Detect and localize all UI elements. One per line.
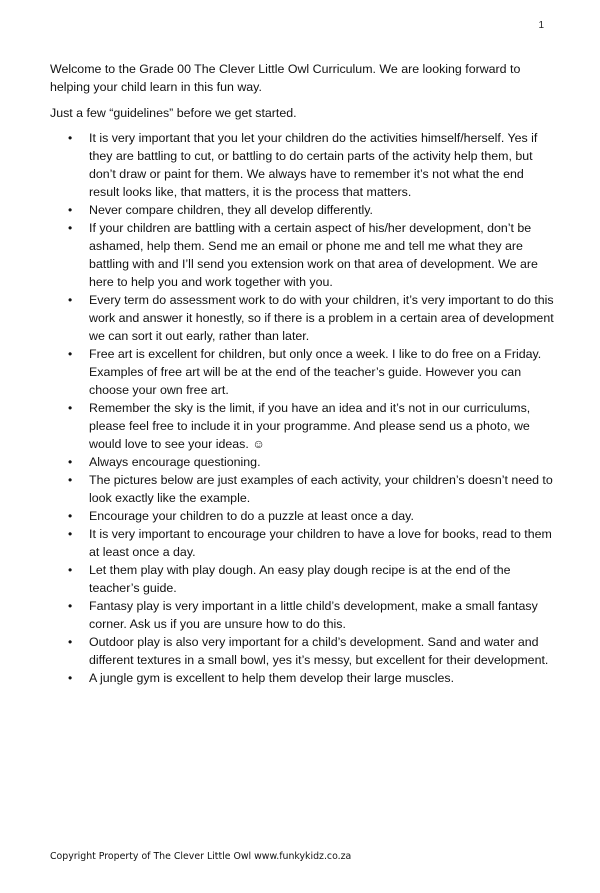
guidelines-list: [50, 129, 556, 687]
bullet-icon: •: [68, 203, 73, 217]
bullet-icon: •: [68, 509, 73, 523]
bullet-icon: •: [68, 473, 73, 487]
guideline-text: Let them play with play dough. An easy play dough recipe is at the end of the teacher’s guide.: [89, 563, 511, 595]
guideline-item: [50, 219, 556, 291]
bullet-icon: •: [68, 455, 73, 469]
guideline-text: Never compare children, they all develop differently.: [89, 203, 373, 217]
guideline-item: [50, 129, 556, 201]
guideline-text: Every term do assessment work to do with your children, it’s very important to do this work and answer it honestly, so if there is a problem in a certain area of development we can sort it out early, rather than later.: [89, 293, 554, 343]
guidelines-lead: Just a few “guidelines” before we get started.: [50, 106, 297, 120]
guideline-item: [50, 291, 556, 345]
guideline-text: If your children are battling with a certain aspect of his/her development, don’t be ashamed, help them. Send me an email or phone me and tell me what they are battling with and I’ll send you extension work on that area of development. We are here to help you and work together with you.: [89, 221, 538, 289]
guideline-text: A jungle gym is excellent to help them develop their large muscles.: [89, 671, 455, 685]
guideline-text: Free art is excellent for children, but only once a week. I like to do free on a Friday. Examples of free art will be at the end of the teacher’s guide. However you can choose your own free art.: [89, 347, 542, 397]
bullet-icon: •: [68, 527, 73, 541]
guideline-item: [50, 471, 556, 507]
guideline-text: Encourage your children to do a puzzle at least once a day.: [89, 509, 414, 523]
guideline-item: [50, 453, 556, 471]
document-body: [50, 60, 556, 687]
bullet-icon: •: [68, 563, 73, 577]
guideline-text: It is very important that you let your children do the activities himself/herself. Yes if they are battling to cut, or battling to do certain parts of the activity help them, but don’t draw or paint for them. We always have to remember it’s not what the end result looks like, that matters, it is the process that matters.: [89, 131, 538, 199]
guideline-text: It is very important to encourage your children to have a love for books, read to them at least once a day.: [89, 527, 552, 559]
guideline-item: [50, 633, 556, 669]
guideline-item: [50, 201, 556, 219]
bullet-icon: •: [68, 347, 73, 361]
bullet-icon: •: [68, 401, 73, 415]
bullet-icon: •: [68, 635, 73, 649]
guideline-item: [50, 399, 556, 453]
page-number: 1: [538, 20, 544, 31]
copyright-footer: Copyright Property of The Clever Little Owl www.funkykidz.co.za: [50, 851, 352, 862]
bullet-icon: •: [68, 599, 73, 613]
guideline-item: [50, 561, 556, 597]
guideline-item: [50, 597, 556, 633]
bullet-icon: •: [68, 221, 73, 235]
guideline-text: Remember the sky is the limit, if you have an idea and it’s not in our curriculums, please feel free to include it in your programme. And please send us a photo, we would love to see your ideas. ☺: [89, 401, 531, 451]
guideline-text: Fantasy play is very important in a little child’s development, make a small fantasy corner. Ask us if you are unsure how to do this.: [89, 599, 538, 631]
intro-paragraph: Welcome to the Grade 00 The Clever Little Owl Curriculum. We are looking forward to helping your child learn in this fun way.: [50, 62, 521, 94]
bullet-icon: •: [68, 293, 73, 307]
guideline-text: The pictures below are just examples of each activity, your children’s doesn’t need to look exactly like the example.: [89, 473, 553, 505]
guideline-text: Always encourage questioning.: [89, 455, 261, 469]
guideline-text: Outdoor play is also very important for a child’s development. Sand and water and different textures in a small bowl, yes it’s messy, but excellent for their development.: [89, 635, 549, 667]
bullet-icon: •: [68, 671, 73, 685]
bullet-icon: •: [68, 131, 73, 145]
guideline-item: [50, 525, 556, 561]
guideline-item: [50, 669, 556, 687]
guideline-item: [50, 507, 556, 525]
guideline-item: [50, 345, 556, 399]
